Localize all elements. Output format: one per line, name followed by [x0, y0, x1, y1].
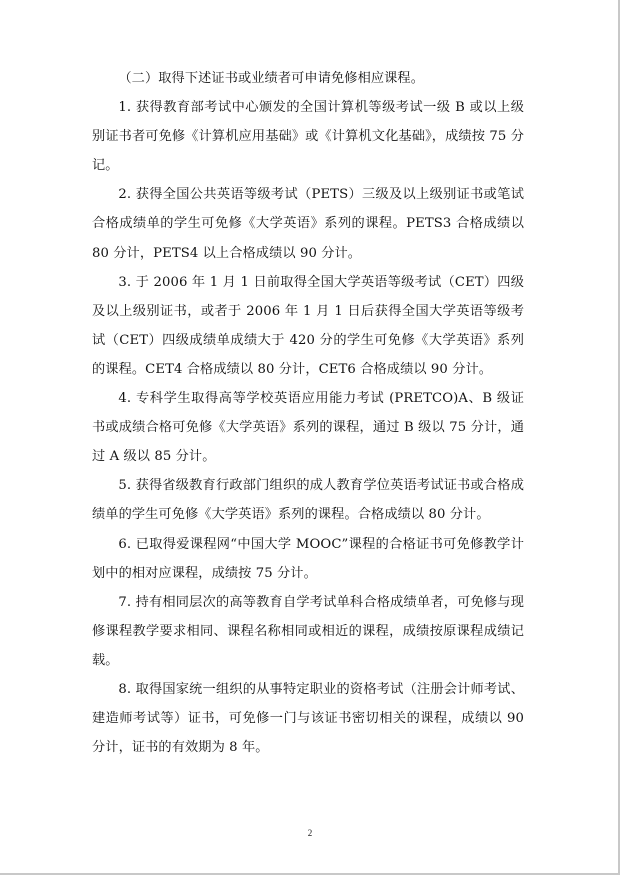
list-item: 3. 于 2006 年 1 月 1 日前取得全国大学英语等级考试（CET）四级及以上级别证书，或者于 2006 年 1 月 1 日后获得全国大学英语等级考试（CET）四级成绩单成绩大于 420 分的学生可免修《大学英语》系列的课程。CET4 合格成绩以 80 分计，CET6 合格成绩以 90 分计。 [92, 274, 524, 377]
page-number: 2 [307, 828, 313, 838]
document-body [92, 64, 524, 762]
list-item: 6. 已取得爱课程网“中国大学 MOOC”课程的合格证书可免修教学计划中的相对应课程，成绩按 75 分计。 [92, 536, 524, 581]
list-item: 4. 专科学生取得高等学校英语应用能力考试 (PRETCO)A、B 级证书或成绩合格可免修《大学英语》系列的课程，通过 B 级以 75 分计，通过 A 级以 85 分计。 [92, 391, 524, 465]
list-item: 1. 获得教育部考试中心颁发的全国计算机等级考试一级 B 或以上级别证书者可免修《计算机应用基础》或《计算机文化基础》，成绩按 75 分记。 [92, 100, 524, 174]
section-heading: （二）取得下述证书或业绩者可申请免修相应课程。 [118, 71, 425, 86]
list-item: 7. 持有相同层次的高等教育自学考试单科合格成绩单者，可免修与现修课程教学要求相同、课程名称相同或相近的课程，成绩按原课程成绩记载。 [92, 594, 524, 668]
list-item: 2. 获得全国公共英语等级考试（PETS）三级及以上级别证书或笔试合格成绩单的学生可免修《大学英语》系列的课程。PETS3 合格成绩以 80 分计，PETS4 以上合格成绩以 90 分计。 [92, 187, 524, 261]
list-item: 8. 取得国家统一组织的从事特定职业的资格考试（注册会计师考试、建造师考试等）证书，可免修一门与该证书密切相关的课程，成绩以 90 分计，证书的有效期为 8 年。 [92, 681, 524, 756]
list-item: 5. 获得省级教育行政部门组织的成人教育学位英语考试证书或合格成绩单的学生可免修《大学英语》系列的课程。合格成绩以 80 分计。 [92, 478, 524, 523]
